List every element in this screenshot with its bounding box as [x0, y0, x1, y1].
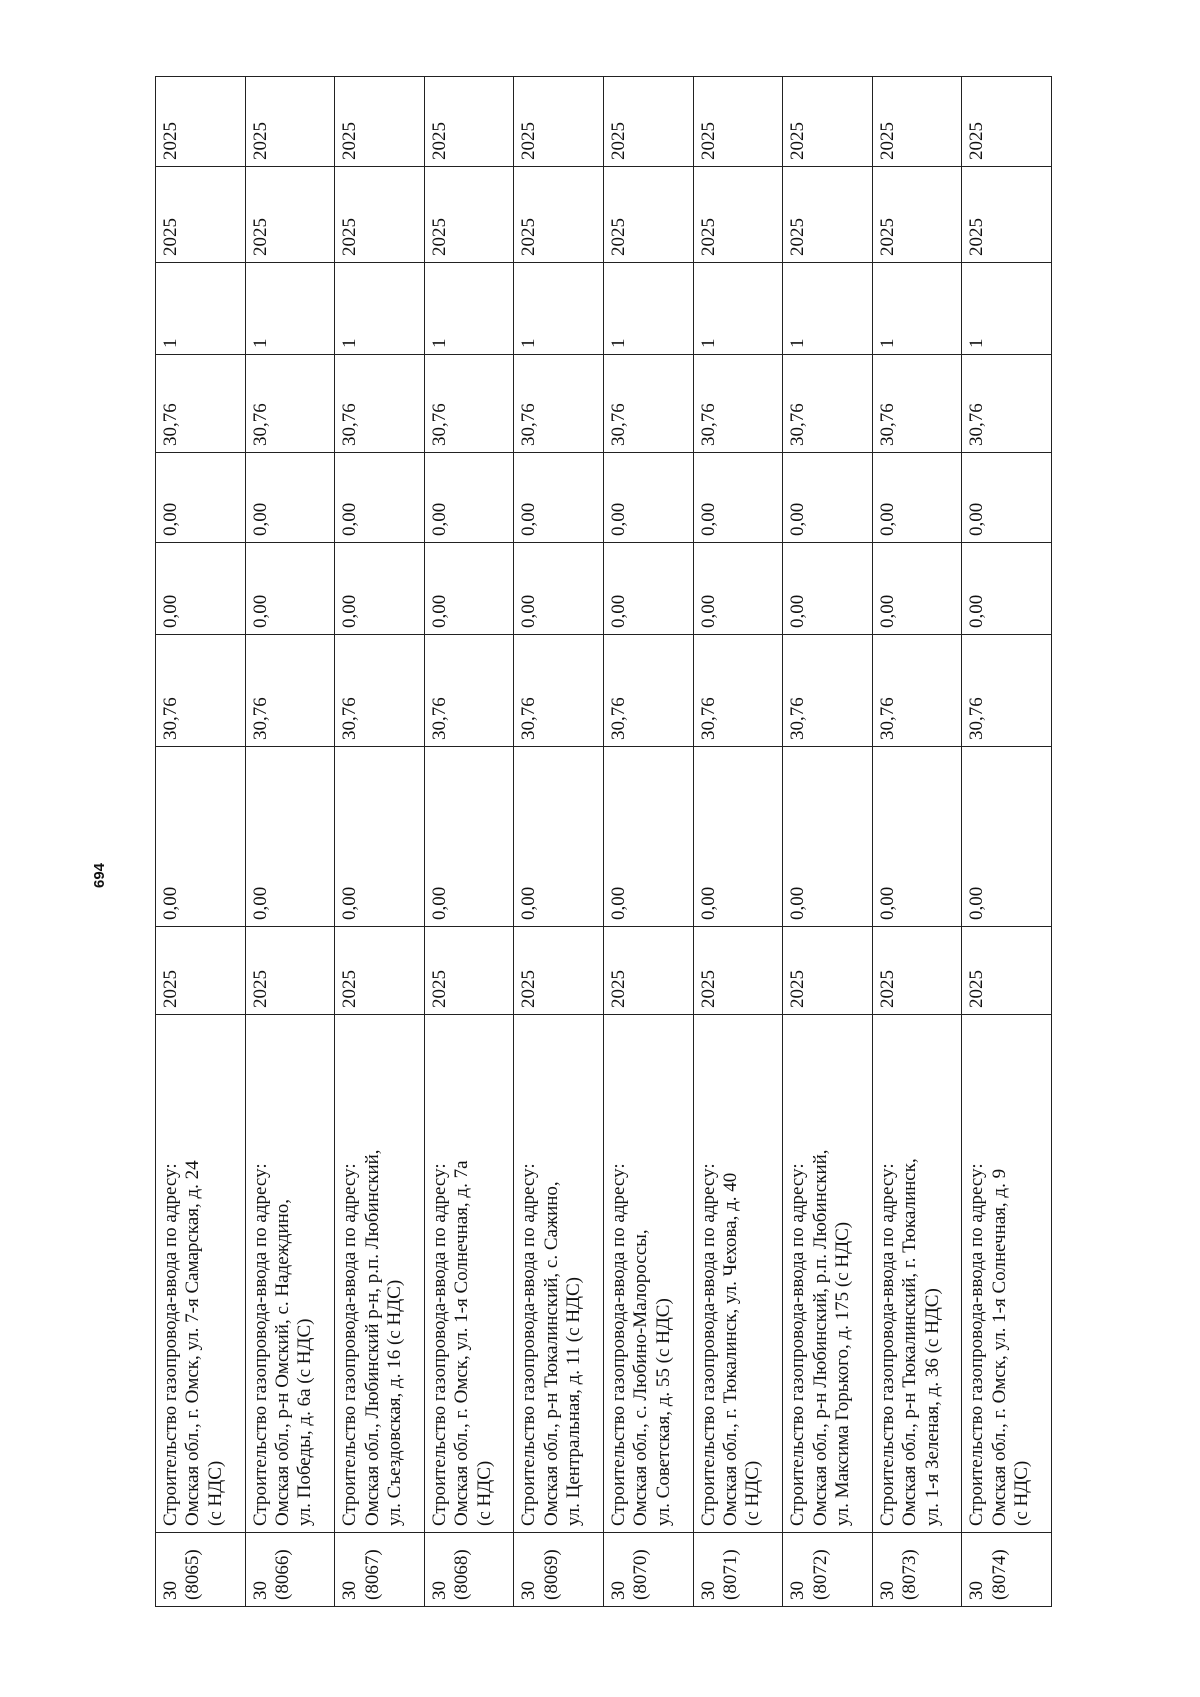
rotated-table-container — [155, 77, 1052, 1607]
year-cell: 2025 — [693, 927, 783, 1015]
end-year-cell: 2025 — [245, 77, 335, 167]
end-year-cell: 2025 — [693, 77, 783, 167]
table-row — [514, 77, 604, 1607]
description-line: (с НДС) — [473, 1460, 495, 1526]
value-cell-d: 0,00 — [962, 453, 1052, 543]
table-row — [693, 77, 783, 1607]
value-cell-d: 0,00 — [514, 453, 604, 543]
table-row — [962, 77, 1052, 1607]
description-line: Строительство газопровода-ввода по адресу: — [518, 1163, 540, 1526]
value-cell-a: 0,00 — [245, 747, 335, 927]
value-cell-e: 30,76 — [962, 355, 1052, 453]
value-cell-b: 30,76 — [962, 635, 1052, 747]
end-year-cell: 2025 — [962, 77, 1052, 167]
row-id-line: (8068) — [451, 1549, 473, 1600]
value-cell-c: 0,00 — [156, 543, 246, 635]
description-line: Омская обл., с. Любино-Малороссы, — [630, 1229, 652, 1526]
description-cell — [693, 1015, 783, 1533]
value-cell-a: 0,00 — [603, 747, 693, 927]
description-cell — [872, 1015, 962, 1533]
value-cell-c: 0,00 — [603, 543, 693, 635]
row-id-line: 30 — [428, 1581, 450, 1600]
row-id-line: 30 — [966, 1581, 988, 1600]
row-id-line: 30 — [518, 1581, 540, 1600]
description-line: Омская обл., г. Тюкалинск, ул. Чехова, д. 40 — [719, 1172, 741, 1526]
value-cell-c: 0,00 — [962, 543, 1052, 635]
row-id-cell — [156, 1533, 246, 1607]
page-number — [82, 855, 118, 895]
row-id-cell — [872, 1533, 962, 1607]
row-id-line: (8074) — [988, 1549, 1010, 1600]
description-cell — [783, 1015, 873, 1533]
description-line: ул. 1-я Зеленая, д. 36 (с НДС) — [921, 1288, 943, 1526]
investment-register-table — [155, 76, 1052, 1607]
row-id-cell — [335, 1533, 425, 1607]
row-id-line: 30 — [249, 1581, 271, 1600]
value-cell-d: 0,00 — [603, 453, 693, 543]
description-line: Омская обл., Любинский р-н, р.п. Любинский, — [361, 1149, 383, 1526]
end-year-cell: 2025 — [603, 77, 693, 167]
value-cell-b: 30,76 — [156, 635, 246, 747]
value-cell-b: 30,76 — [245, 635, 335, 747]
row-id-line: 30 — [787, 1581, 809, 1600]
count-cell: 1 — [872, 263, 962, 355]
value-cell-c: 0,00 — [514, 543, 604, 635]
year-cell: 2025 — [245, 927, 335, 1015]
description-line: Строительство газопровода-ввода по адресу: — [339, 1163, 361, 1526]
description-line: Строительство газопровода-ввода по адресу: — [160, 1163, 181, 1526]
value-cell-b: 30,76 — [872, 635, 962, 747]
start-year-cell: 2025 — [335, 167, 425, 263]
value-cell-e: 30,76 — [693, 355, 783, 453]
row-id-line: (8065) — [182, 1549, 204, 1600]
start-year-cell: 2025 — [156, 167, 246, 263]
description-line: Строительство газопровода-ввода по адресу: — [607, 1163, 629, 1526]
year-cell: 2025 — [603, 927, 693, 1015]
value-cell-c: 0,00 — [424, 543, 514, 635]
value-cell-c: 0,00 — [245, 543, 335, 635]
value-cell-a: 0,00 — [335, 747, 425, 927]
table-row — [872, 77, 962, 1607]
start-year-cell: 2025 — [514, 167, 604, 263]
year-cell: 2025 — [156, 927, 246, 1015]
row-id-line: 30 — [697, 1581, 719, 1600]
description-line: Строительство газопровода-ввода по адресу: — [787, 1163, 809, 1526]
value-cell-a: 0,00 — [872, 747, 962, 927]
description-line: Строительство газопровода-ввода по адресу: — [249, 1163, 271, 1526]
value-cell-d: 0,00 — [424, 453, 514, 543]
table-row — [245, 77, 335, 1607]
count-cell: 1 — [156, 263, 246, 355]
value-cell-b: 30,76 — [335, 635, 425, 747]
end-year-cell: 2025 — [514, 77, 604, 167]
value-cell-c: 0,00 — [872, 543, 962, 635]
table-row — [783, 77, 873, 1607]
table-row — [156, 77, 246, 1607]
row-id-line: 30 — [160, 1581, 181, 1600]
value-cell-b: 30,76 — [424, 635, 514, 747]
end-year-cell: 2025 — [156, 77, 246, 167]
description-cell — [424, 1015, 514, 1533]
row-id-line: (8071) — [719, 1549, 741, 1600]
description-line: (с НДС) — [1011, 1460, 1033, 1526]
value-cell-e: 30,76 — [603, 355, 693, 453]
description-line: Омская обл., р-н Тюкалинский, г. Тюкалинск, — [899, 1158, 921, 1526]
count-cell: 1 — [693, 263, 783, 355]
value-cell-e: 30,76 — [872, 355, 962, 453]
description-line: ул. Максима Горького, д. 175 (с НДС) — [831, 1221, 853, 1526]
description-line: ул. Центральная, д. 11 (с НДС) — [563, 1277, 585, 1526]
value-cell-d: 0,00 — [693, 453, 783, 543]
description-cell — [156, 1015, 246, 1533]
row-id-line: (8073) — [899, 1549, 921, 1600]
description-line: ул. Съездовская, д. 16 (с НДС) — [384, 1279, 405, 1526]
count-cell: 1 — [335, 263, 425, 355]
table-row — [335, 77, 425, 1607]
value-cell-d: 0,00 — [783, 453, 873, 543]
description-cell — [335, 1015, 425, 1533]
row-id-line: 30 — [607, 1581, 629, 1600]
count-cell: 1 — [245, 263, 335, 355]
value-cell-a: 0,00 — [514, 747, 604, 927]
description-line: ул. Победы, д. 6а (с НДС) — [294, 1318, 316, 1526]
start-year-cell: 2025 — [245, 167, 335, 263]
count-cell: 1 — [424, 263, 514, 355]
value-cell-a: 0,00 — [783, 747, 873, 927]
value-cell-e: 30,76 — [156, 355, 246, 453]
row-id-cell — [962, 1533, 1052, 1607]
row-id-line: (8067) — [361, 1549, 383, 1600]
description-line: Омская обл., г. Омск, ул. 1-я Солнечная, д. 7а — [451, 1160, 473, 1526]
table-row — [603, 77, 693, 1607]
description-line: Омская обл., г. Омск, ул. 1-я Солнечная, д. 9 — [988, 1168, 1010, 1526]
value-cell-b: 30,76 — [603, 635, 693, 747]
start-year-cell: 2025 — [872, 167, 962, 263]
value-cell-b: 30,76 — [693, 635, 783, 747]
table-row — [424, 77, 514, 1607]
year-cell: 2025 — [872, 927, 962, 1015]
description-line: Строительство газопровода-ввода по адресу: — [966, 1163, 988, 1526]
row-id-cell — [514, 1533, 604, 1607]
description-cell — [514, 1015, 604, 1533]
start-year-cell: 2025 — [603, 167, 693, 263]
value-cell-e: 30,76 — [514, 355, 604, 453]
count-cell: 1 — [783, 263, 873, 355]
value-cell-c: 0,00 — [335, 543, 425, 635]
description-line: Омская обл., г. Омск, ул. 7-я Самарская, д. 24 — [182, 1160, 204, 1526]
description-line: Строительство газопровода-ввода по адресу: — [697, 1163, 719, 1526]
year-cell: 2025 — [335, 927, 425, 1015]
row-id-line: 30 — [339, 1581, 361, 1600]
year-cell: 2025 — [424, 927, 514, 1015]
page-number-text: 694 — [91, 862, 109, 888]
value-cell-c: 0,00 — [783, 543, 873, 635]
value-cell-d: 0,00 — [872, 453, 962, 543]
row-id-line: (8070) — [630, 1549, 652, 1600]
end-year-cell: 2025 — [872, 77, 962, 167]
end-year-cell: 2025 — [783, 77, 873, 167]
value-cell-e: 30,76 — [245, 355, 335, 453]
description-line: Омская обл., р-н Омский, с. Надеждино, — [272, 1198, 293, 1526]
description-line: Омская обл., р-н Тюкалинский, с. Сажино, — [540, 1181, 562, 1526]
start-year-cell: 2025 — [962, 167, 1052, 263]
row-id-line: (8066) — [272, 1549, 293, 1600]
end-year-cell: 2025 — [424, 77, 514, 167]
value-cell-a: 0,00 — [962, 747, 1052, 927]
value-cell-d: 0,00 — [245, 453, 335, 543]
row-id-line: 30 — [876, 1581, 898, 1600]
description-line: (с НДС) — [742, 1460, 764, 1526]
row-id-cell — [693, 1533, 783, 1607]
start-year-cell: 2025 — [424, 167, 514, 263]
description-line: ул. Советская, д. 55 (с НДС) — [652, 1298, 674, 1526]
count-cell: 1 — [603, 263, 693, 355]
description-cell — [603, 1015, 693, 1533]
value-cell-b: 30,76 — [514, 635, 604, 747]
value-cell-a: 0,00 — [693, 747, 783, 927]
row-id-line: (8072) — [809, 1549, 831, 1600]
start-year-cell: 2025 — [693, 167, 783, 263]
value-cell-e: 30,76 — [424, 355, 514, 453]
start-year-cell: 2025 — [783, 167, 873, 263]
count-cell: 1 — [514, 263, 604, 355]
row-id-cell — [424, 1533, 514, 1607]
value-cell-a: 0,00 — [156, 747, 246, 927]
value-cell-e: 30,76 — [335, 355, 425, 453]
row-id-cell — [603, 1533, 693, 1607]
description-line: (с НДС) — [204, 1460, 226, 1526]
year-cell: 2025 — [514, 927, 604, 1015]
count-cell: 1 — [962, 263, 1052, 355]
value-cell-e: 30,76 — [783, 355, 873, 453]
year-cell: 2025 — [962, 927, 1052, 1015]
description-line: Строительство газопровода-ввода по адресу: — [428, 1163, 450, 1526]
value-cell-c: 0,00 — [693, 543, 783, 635]
row-id-cell — [245, 1533, 335, 1607]
row-id-line: (8069) — [540, 1549, 562, 1600]
end-year-cell: 2025 — [335, 77, 425, 167]
description-line: Строительство газопровода-ввода по адресу: — [876, 1163, 898, 1526]
description-cell — [245, 1015, 335, 1533]
value-cell-d: 0,00 — [156, 453, 246, 543]
row-id-cell — [783, 1533, 873, 1607]
description-line: Омская обл., р-н Любинский, р.п. Любинский, — [809, 1149, 831, 1526]
value-cell-a: 0,00 — [424, 747, 514, 927]
year-cell: 2025 — [783, 927, 873, 1015]
description-cell — [962, 1015, 1052, 1533]
value-cell-b: 30,76 — [783, 635, 873, 747]
value-cell-d: 0,00 — [335, 453, 425, 543]
table-body — [156, 77, 1052, 1607]
